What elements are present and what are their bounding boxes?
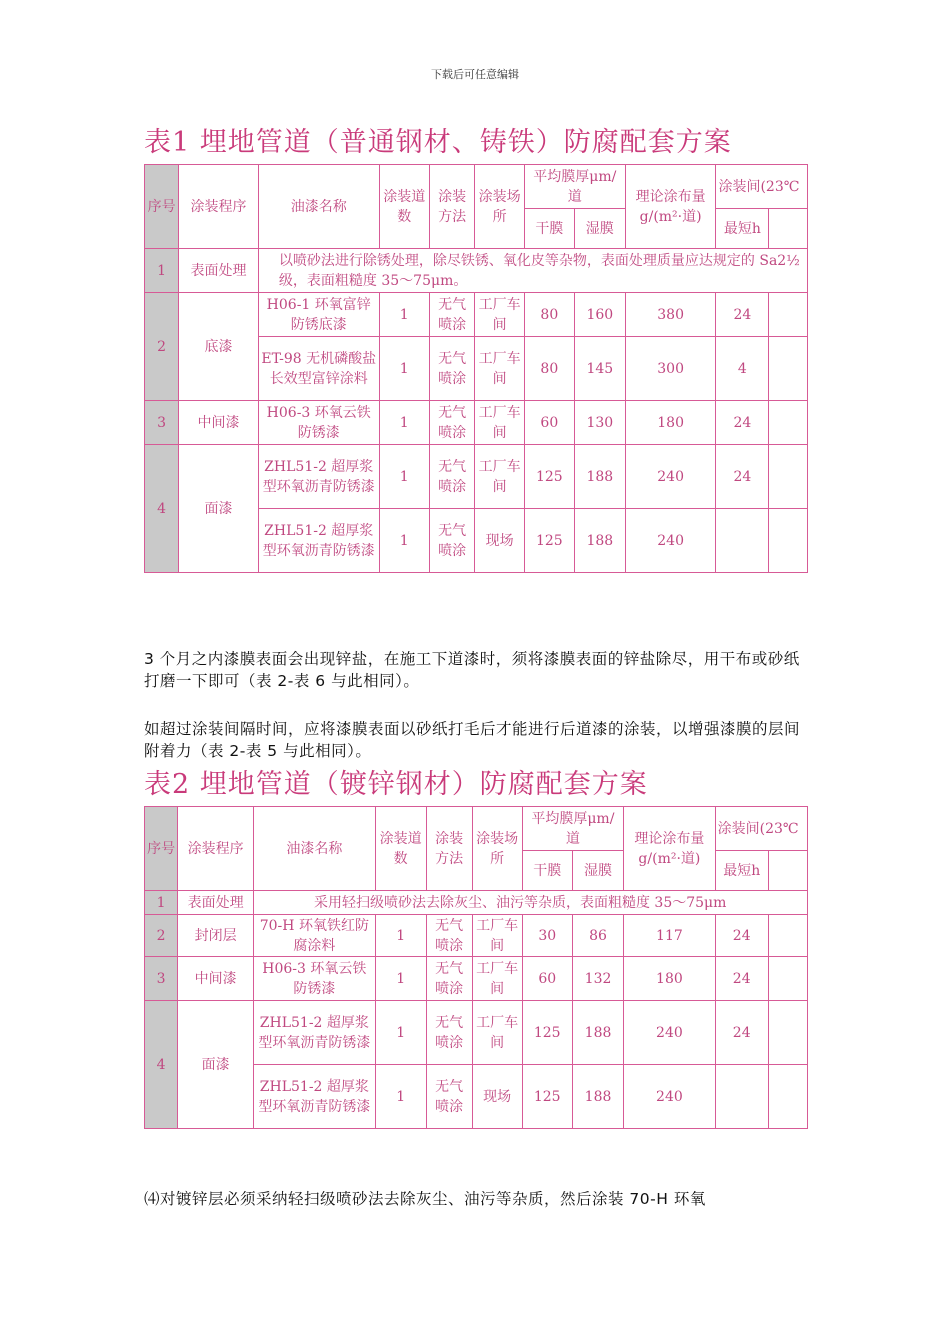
t2-header-coats: 涂装道数 [375,807,426,891]
t2-r0-method: 无气喷涂 [426,915,472,957]
t2-header-wet: 湿膜 [572,851,623,891]
t1-r4-name: ZHL51-2 超厚浆型环氧沥青防锈漆 [258,509,379,573]
t1-r3-site: 工厂车间 [475,445,524,509]
t2-header-method: 涂装方法 [426,807,472,891]
t2-procedure-top: 面漆 [178,1001,254,1129]
t1-r0-max [769,293,808,337]
header-min: 最短h [716,209,769,249]
header-wet: 湿膜 [574,209,625,249]
t1-r3-name: ZHL51-2 超厚浆型环氧沥青防锈漆 [258,445,379,509]
table1-title: 表1 埋地管道（普通钢材、铸铁）防腐配套方案 [144,127,732,158]
t1-procedure-primer: 底漆 [179,293,259,401]
t2-r1-method: 无气喷涂 [426,957,472,1001]
t1-procedure-top: 面漆 [179,445,259,573]
t1-r4-theory: 240 [625,509,716,573]
t2-r2-coats: 1 [375,1001,426,1065]
t1-r4-dry: 125 [524,509,574,573]
t1-surface-text: 以喷砂法进行除锈处理，除尽铁锈、氧化皮等杂物，表面处理质量应达规定的 Sa2½ 级，表面粗糙度 35～75μm。 [258,249,807,293]
t2-r3-min [715,1065,768,1129]
t1-r0-name: H06-1 环氧富锌防锈底漆 [258,293,379,337]
t1-r3-coats: 1 [379,445,429,509]
t2-procedure-mid: 中间漆 [178,957,254,1001]
t2-seq-4: 4 [145,1001,178,1129]
t2-r0-dry: 30 [522,915,572,957]
t2-procedure-seal: 封闭层 [178,915,254,957]
table2 [144,806,808,1129]
t1-r3-wet: 188 [574,445,625,509]
t2-seq-3: 3 [145,957,178,1001]
table1 [144,164,808,573]
t1-r2-max [769,401,808,445]
t2-r1-site: 工厂车间 [472,957,522,1001]
paragraph-interval: 如超过涂装间隔时间，应将漆膜表面以砂纸打毛后才能进行后道漆的涂装，以增强漆膜的层间附着力（表 2-表 5 与此相同）。 [144,720,801,760]
header-method: 涂装方法 [429,165,475,249]
header-dry: 干膜 [524,209,574,249]
t2-r0-max [768,915,807,957]
t2-header-min: 最短h [715,851,768,891]
t2-header-theory: 理论涂布量g/(m²·道) [624,807,715,891]
t1-r3-min: 24 [716,445,769,509]
t2-r3-method: 无气喷涂 [426,1065,472,1129]
header-coats: 涂装道数 [379,165,429,249]
t1-seq-2: 2 [145,293,179,401]
t2-r3-max [768,1065,807,1129]
t1-r0-wet: 160 [574,293,625,337]
t2-r1-name: H06-3 环氧云铁防锈漆 [253,957,375,1001]
paragraph-galvanized: ⑷对镀锌层必须采纳轻扫级喷砂法去除灰尘、油污等杂质，然后涂装 70-H 环氧 [144,1190,706,1208]
header-site: 涂装场所 [475,165,524,249]
t1-r2-wet: 130 [574,401,625,445]
t2-r0-wet: 86 [572,915,623,957]
t1-r4-wet: 188 [574,509,625,573]
t1-r3-dry: 125 [524,445,574,509]
t2-r2-dry: 125 [522,1001,572,1065]
t2-r0-theory: 117 [624,915,715,957]
t1-surface-seq: 1 [145,249,179,293]
t1-r4-min [716,509,769,573]
t2-r0-min: 24 [715,915,768,957]
t1-r3-theory: 240 [625,445,716,509]
header-theory: 理论涂布量g/(m²·道) [625,165,716,249]
t2-r3-dry: 125 [522,1065,572,1129]
t2-r2-method: 无气喷涂 [426,1001,472,1065]
table2-container [144,806,808,1130]
t2-r0-coats: 1 [375,915,426,957]
t1-r4-method: 无气喷涂 [429,509,475,573]
t1-r2-min: 24 [716,401,769,445]
t2-r0-name: 70-H 环氧铁红防腐涂料 [253,915,375,957]
t1-r2-site: 工厂车间 [475,401,524,445]
t2-surface-seq: 1 [145,891,178,915]
header-max [769,209,808,249]
t1-r3-max [769,445,808,509]
t1-surface-procedure: 表面处理 [179,249,259,293]
t1-r2-name: H06-3 环氧云铁防锈漆 [258,401,379,445]
t2-r1-dry: 60 [522,957,572,1001]
t1-procedure-mid: 中间漆 [179,401,259,445]
header-procedure: 涂装程序 [179,165,259,249]
t1-r4-max [769,509,808,573]
t2-r1-min: 24 [715,957,768,1001]
t1-r1-wet: 145 [574,337,625,401]
t2-r1-max [768,957,807,1001]
t2-header-seq: 序号 [145,807,178,891]
header-paint-name: 油漆名称 [258,165,379,249]
table1-container [144,164,808,574]
t1-r0-coats: 1 [379,293,429,337]
t2-surface-text: 采用轻扫级喷砂法去除灰尘、油污等杂质，表面粗糙度 35～75μm [253,891,807,915]
t2-r0-site: 工厂车间 [472,915,522,957]
header-seq: 序号 [145,165,179,249]
t1-r4-coats: 1 [379,509,429,573]
t1-r2-coats: 1 [379,401,429,445]
t1-seq-3: 3 [145,401,179,445]
t2-surface-procedure: 表面处理 [178,891,254,915]
t1-r2-method: 无气喷涂 [429,401,475,445]
t2-header-site: 涂装场所 [472,807,522,891]
t1-r0-site: 工厂车间 [475,293,524,337]
t2-header-procedure: 涂装程序 [178,807,254,891]
t1-seq-4: 4 [145,445,179,573]
t1-r1-method: 无气喷涂 [429,337,475,401]
t1-r1-site: 工厂车间 [475,337,524,401]
header-note: 下载后可任意编辑 [431,68,519,81]
t2-r1-theory: 180 [624,957,715,1001]
t2-seq-2: 2 [145,915,178,957]
t1-r2-theory: 180 [625,401,716,445]
t2-r2-min: 24 [715,1001,768,1065]
t2-r3-site: 现场 [472,1065,522,1129]
t2-r2-name: ZHL51-2 超厚浆型环氧沥青防锈漆 [253,1001,375,1065]
t1-r1-max [769,337,808,401]
t2-r2-site: 工厂车间 [472,1001,522,1065]
t1-r3-method: 无气喷涂 [429,445,475,509]
t2-r1-coats: 1 [375,957,426,1001]
paragraph-zinc-salt: 3 个月之内漆膜表面会出现锌盐，在施工下道漆时，须将漆膜表面的锌盐除尽，用干布或砂纸打磨一下即可（表 2-表 6 与此相同）。 [144,650,800,690]
t2-r3-name: ZHL51-2 超厚浆型环氧沥青防锈漆 [253,1065,375,1129]
header-avg-film: 平均膜厚μm/道 [524,165,625,209]
t2-r3-coats: 1 [375,1065,426,1129]
t2-r2-wet: 188 [572,1001,623,1065]
t2-r2-theory: 240 [624,1001,715,1065]
t2-header-interval: 涂装间(23℃ [715,807,807,851]
t2-header-dry: 干膜 [522,851,572,891]
t2-r1-wet: 132 [572,957,623,1001]
t2-header-max [768,851,807,891]
t1-r1-name: ET-98 无机磷酸盐长效型富锌涂料 [258,337,379,401]
t1-r4-site: 现场 [475,509,524,573]
t2-r3-wet: 188 [572,1065,623,1129]
t1-r1-min: 4 [716,337,769,401]
t1-r1-theory: 300 [625,337,716,401]
t1-r1-dry: 80 [524,337,574,401]
header-interval: 涂装间(23℃ [716,165,808,209]
t1-r0-theory: 380 [625,293,716,337]
t2-header-avg-film: 平均膜厚μm/道 [522,807,624,851]
t1-r0-min: 24 [716,293,769,337]
t1-r2-dry: 60 [524,401,574,445]
t2-r3-theory: 240 [624,1065,715,1129]
t1-r1-coats: 1 [379,337,429,401]
t1-r0-method: 无气喷涂 [429,293,475,337]
t2-r2-max [768,1001,807,1065]
t2-header-paint-name: 油漆名称 [253,807,375,891]
table2-title: 表2 埋地管道（镀锌钢材）防腐配套方案 [144,769,648,800]
t1-r0-dry: 80 [524,293,574,337]
